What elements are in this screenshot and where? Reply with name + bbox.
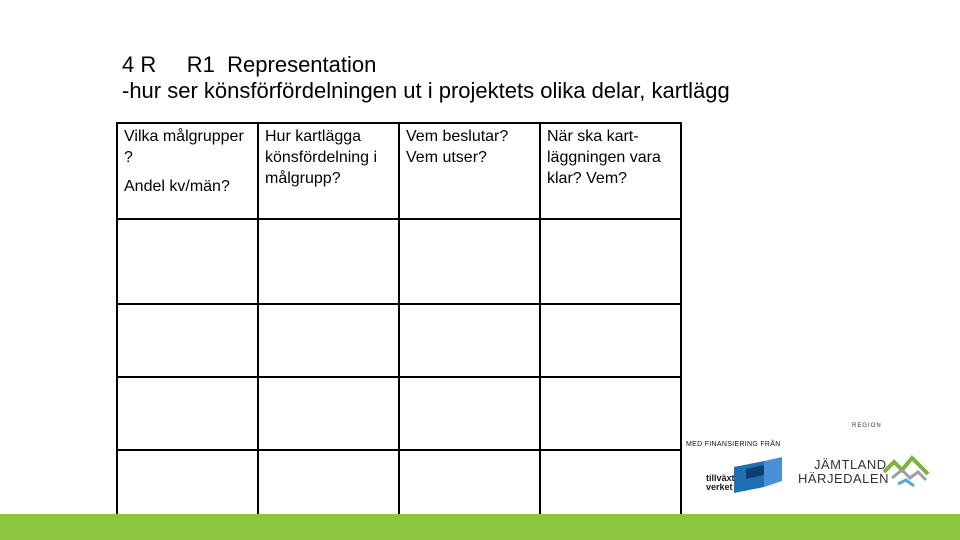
table-cell[interactable] [258, 377, 399, 450]
tillvaxtverket-word-2: verket [706, 482, 733, 492]
table-cell[interactable] [258, 219, 399, 304]
table-cell[interactable] [399, 450, 540, 523]
funding-caption: MED FINANSIERING FRÅN [686, 441, 781, 448]
title-line-1: 4 R R1 Representation [122, 52, 377, 77]
table-row [117, 377, 681, 450]
mountain-ridge-green [884, 458, 928, 474]
table-cell[interactable] [258, 450, 399, 523]
title-line-2: -hur ser könsförfördelningen ut i projektets olika delar, kartlägg [122, 78, 730, 103]
mountain-ridge-blue [898, 480, 914, 486]
tillvaxtverket-word-1: tillväxt [706, 473, 735, 483]
header-gender-share-label: Andel kv/män? [124, 178, 230, 195]
slide-title [122, 52, 730, 104]
table-cell[interactable] [399, 219, 540, 304]
table-header-row [117, 123, 681, 219]
region-name-line-1: JÄMTLAND [814, 457, 887, 472]
table-cell[interactable] [117, 450, 258, 523]
header-when-ready: När ska kart-läggningen vara klar? Vem? [540, 123, 681, 219]
tillvaxtverket-wordmark [706, 474, 735, 492]
table-cell[interactable] [540, 377, 681, 450]
table-cell[interactable] [117, 219, 258, 304]
table-cell[interactable] [399, 377, 540, 450]
region-name-line-2: HÄRJEDALEN [798, 471, 889, 486]
table-row [117, 219, 681, 304]
mountain-icon [882, 452, 930, 490]
header-target-groups [117, 123, 258, 219]
header-target-groups-label: Vilka målgrupper ? [124, 128, 244, 166]
tillvaxtverket-cube-side [764, 457, 782, 487]
table-cell[interactable] [117, 304, 258, 377]
mapping-table [116, 122, 682, 524]
header-who-decides: Vem beslutar? Vem utser? [399, 123, 540, 219]
header-how-to-map: Hur kartlägga könsfördelning i målgrupp? [258, 123, 399, 219]
region-small-label: REGION [852, 423, 882, 429]
footer-accent-bar [0, 514, 960, 540]
table-cell[interactable] [258, 304, 399, 377]
table-cell[interactable] [540, 450, 681, 523]
table-row [117, 450, 681, 523]
table-cell[interactable] [399, 304, 540, 377]
table-cell[interactable] [117, 377, 258, 450]
mountain-ridge-grey [892, 470, 926, 480]
table-row [117, 304, 681, 377]
table-cell[interactable] [540, 219, 681, 304]
table-cell[interactable] [540, 304, 681, 377]
